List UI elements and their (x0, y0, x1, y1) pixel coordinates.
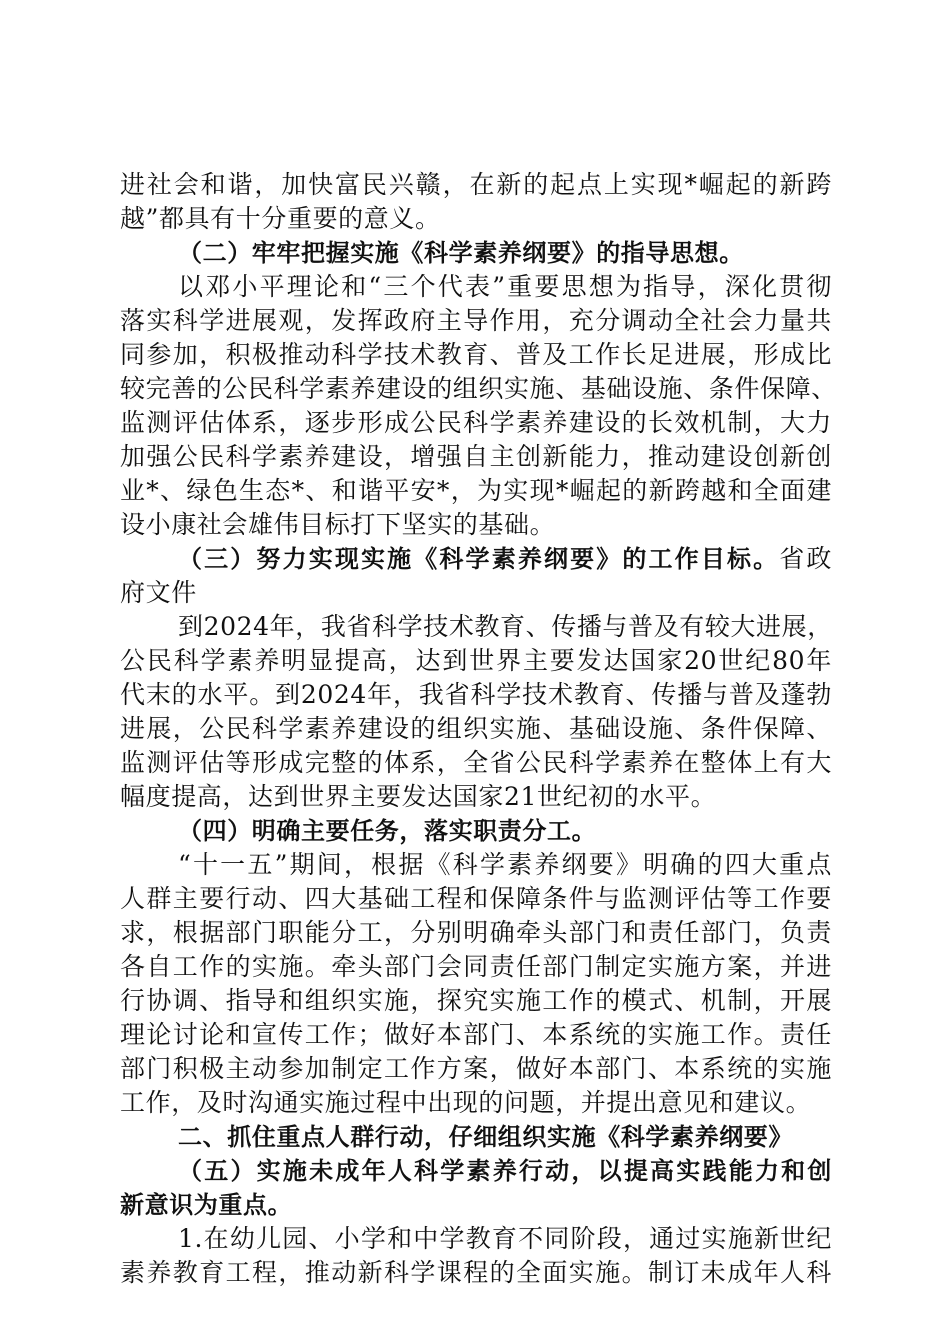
text-line: 较完善的公民科学素养建设的组织实施、基础设施、条件保障、 (120, 374, 837, 403)
text-line: 监测评估等形成完整的体系，全省公民科学素养在整体上有大 (120, 748, 832, 777)
text-line: 监测评估体系，逐步形成公民科学素养建设的长效机制，大力 (120, 408, 832, 437)
heading-line: （四）明确主要任务，落实职责分工。 (178, 817, 597, 845)
text-line: 理论讨论和宣传工作；做好本部门、本系统的实施工作。责任 (120, 1020, 832, 1049)
text-line: 部门积极主动参加制定工作方案，做好本部门、本系统的实施 (120, 1054, 832, 1083)
text-line: 越”都具有十分重要的意义。 (120, 204, 441, 233)
text-line: 同参加，积极推动科学技术教育、普及工作长足进展，形成比 (120, 340, 832, 369)
text-line: 1.在幼儿园、小学和中学教育不同阶段，通过实施新世纪 (178, 1224, 832, 1253)
text-line: 业*、绿色生态*、和谐平安*，为实现*崛起的新跨越和全面建 (120, 476, 832, 505)
section-heading-5 (120, 1154, 832, 1222)
paragraph-continuation (120, 168, 832, 236)
text-line: 素养教育工程，推动新科学课程的全面实施。制订未成年人科 (120, 1258, 832, 1287)
text-line: 代末的水平。到2024年，我省科学技术教育、传播与普及蓬勃 (120, 680, 832, 709)
text-line: 落实科学进展观，发挥政府主导作用，充分调动全社会力量共 (120, 306, 832, 335)
heading-line: （二）牢牢把握实施《科学素养纲要》的指导思想。 (178, 239, 744, 267)
text-line: 加强公民科学素养建设，增强自主创新能力，推动建设创新创 (120, 442, 832, 471)
document-body (120, 168, 837, 1290)
text-line: 以邓小平理论和“三个代表”重要思想为指导，深化贯彻 (178, 272, 832, 301)
text-line: 进社会和谐，加快富民兴赣，在新的起点上实现*崛起的新跨 (120, 170, 832, 199)
paragraph-guiding-ideology (120, 270, 837, 542)
heading-line: 新意识为重点。 (120, 1191, 293, 1219)
text-line: 府文件 (120, 578, 197, 607)
text-line: 设小康社会雄伟目标打下坚实的基础。 (120, 510, 556, 539)
paragraph-item-1 (120, 1222, 832, 1290)
section-heading-4 (120, 814, 832, 848)
text-line: 进展，公民科学素养建设的组织实施、基础设施、条件保障、 (120, 714, 832, 743)
text-line: “十一五”期间，根据《科学素养纲要》明确的四大重点 (178, 850, 832, 879)
heading-line (120, 542, 832, 576)
paragraph-work-goals (120, 610, 832, 814)
heading-line: 二、抓住重点人群行动，仔细组织实施《科学素养纲要》 (178, 1123, 793, 1151)
heading-line: （五）实施未成年人科学素养行动，以提高实践能力和创 (178, 1157, 832, 1185)
text-line: 求，根据部门职能分工，分别明确牵头部门和责任部门，负责 (120, 918, 832, 947)
section-heading-3 (120, 542, 832, 610)
section-heading-2 (120, 236, 832, 270)
text-line: 行协调、指导和组织实施，探究实施工作的模式、机制，开展 (120, 986, 832, 1015)
text-line: 工作，及时沟通实施过程中出现的问题，并提出意见和建议。 (120, 1088, 812, 1117)
chapter-heading-2 (120, 1120, 832, 1154)
paragraph-main-tasks (120, 848, 832, 1120)
text-line: 各自工作的实施。牵头部门会同责任部门制定实施方案，并进 (120, 952, 832, 981)
text-line: 公民科学素养明显提高，达到世界主要发达国家20世纪80年 (120, 646, 832, 675)
text-line: 人群主要行动、四大基础工程和保障条件与监测评估等工作要 (120, 884, 832, 913)
heading-text: （三）努力实现实施《科学素养纲要》的工作目标。 (178, 545, 780, 573)
text-line: 到2024年，我省科学技术教育、传播与普及有较大进展， (178, 612, 833, 641)
heading-tail-text: 省政 (779, 544, 832, 573)
text-line: 幅度提高，达到世界主要发达国家21世纪初的水平。 (120, 782, 717, 811)
